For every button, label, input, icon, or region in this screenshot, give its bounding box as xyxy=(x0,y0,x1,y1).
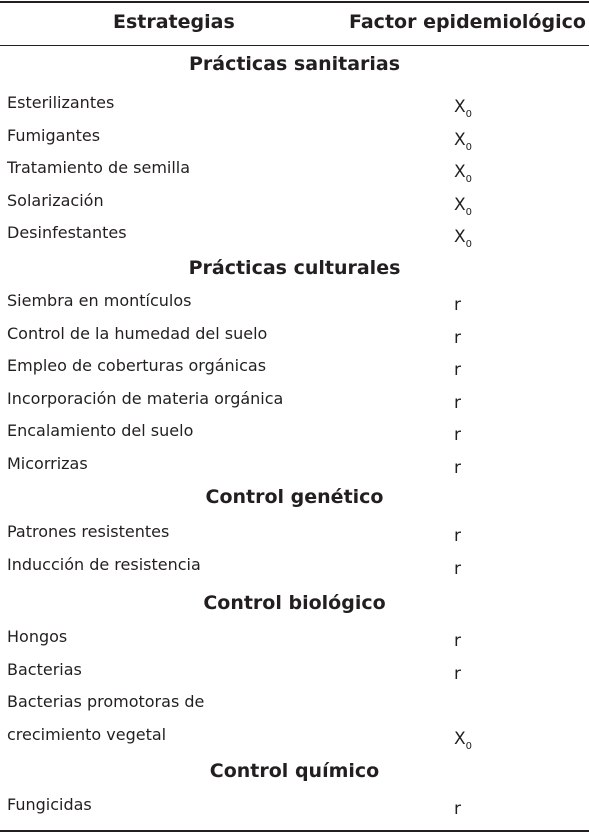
strategy-cell: Empleo de coberturas orgánicas xyxy=(7,356,267,375)
bottom-rule xyxy=(0,830,589,832)
factor-cell: r xyxy=(454,526,461,546)
factor-subscript: 0 xyxy=(465,740,473,752)
table-row xyxy=(0,319,589,351)
table-row xyxy=(0,121,589,153)
factor-cell xyxy=(454,161,472,183)
factor-subscript: 0 xyxy=(465,141,473,153)
table-row xyxy=(0,790,589,822)
strategy-cell: Siembra en montículos xyxy=(7,291,192,310)
strategy-cell: Desinfestantes xyxy=(7,223,127,242)
factor-cell xyxy=(454,96,472,118)
strategy-cell: Control de la humedad del suelo xyxy=(7,323,268,343)
table-row xyxy=(0,720,589,752)
top-rule xyxy=(0,1,589,3)
strategy-cell: Inducción de resistencia xyxy=(7,554,201,574)
strategy-cell: Bacterias promotoras de xyxy=(7,692,205,711)
table-row xyxy=(0,550,589,582)
strategy-cell: Fungicidas xyxy=(7,795,92,814)
strategy-cell: Encalamiento del suelo xyxy=(7,421,194,440)
strategy-cell: Incorporación de materia orgánica xyxy=(7,388,284,408)
factor-cell: r xyxy=(454,457,461,478)
strategy-cell: Tratamiento de semilla xyxy=(7,158,191,177)
factor-cell: r xyxy=(454,425,461,445)
section-title: Control biológico xyxy=(203,592,386,614)
factor-cell: r xyxy=(454,392,461,413)
factor-cell: r xyxy=(454,663,461,684)
strategy-cell: Patrones resistentes xyxy=(7,522,170,541)
factor-cell: r xyxy=(454,799,461,819)
factor-symbol: X xyxy=(454,129,466,150)
table-row xyxy=(0,88,589,120)
section-title: Prácticas culturales xyxy=(188,257,401,279)
strategy-cell: Hongos xyxy=(7,627,68,646)
table-row xyxy=(0,517,589,549)
section-title: Control genético xyxy=(205,486,384,508)
table-row xyxy=(0,416,589,448)
table-row xyxy=(0,218,589,250)
factor-subscript: 0 xyxy=(465,109,473,120)
factor-cell: r xyxy=(454,360,461,380)
table-row xyxy=(0,687,589,719)
table-row xyxy=(0,186,589,218)
table-row xyxy=(0,351,589,383)
strategy-cell: Esterilizantes xyxy=(7,93,115,112)
factor-subscript: 0 xyxy=(465,206,473,218)
factor-cell xyxy=(454,194,472,216)
section-title: Prácticas sanitarias xyxy=(188,53,401,75)
table-row xyxy=(0,622,589,654)
factor-symbol: X xyxy=(454,194,466,215)
factor-cell: r xyxy=(454,295,461,315)
factor-cell xyxy=(454,129,472,151)
factor-symbol: X xyxy=(454,97,466,117)
factor-subscript: 0 xyxy=(465,174,473,185)
factor-cell xyxy=(454,226,472,248)
table-row xyxy=(0,384,589,416)
strategy-cell: Bacterias xyxy=(7,659,82,679)
header-rule xyxy=(0,45,589,46)
factor-symbol: X xyxy=(454,728,466,749)
table-row xyxy=(0,655,589,687)
header-strategies: Estrategias xyxy=(113,11,235,33)
section-title: Control químico xyxy=(209,760,380,782)
factor-symbol: X xyxy=(454,162,466,182)
strategy-cell: crecimiento vegetal xyxy=(7,724,167,744)
factor-cell: r xyxy=(454,327,461,348)
factor-subscript: 0 xyxy=(465,239,473,250)
header-factor: Factor epidemiológico xyxy=(349,11,586,33)
factor-cell: r xyxy=(454,558,461,579)
table-row xyxy=(0,449,589,481)
strategy-cell: Fumigantes xyxy=(7,125,101,145)
table-row xyxy=(0,153,589,185)
factor-symbol: X xyxy=(454,227,466,247)
strategy-cell: Solarización xyxy=(7,190,104,210)
factor-cell xyxy=(454,728,472,750)
table-row xyxy=(0,286,589,318)
strategy-cell: Micorrizas xyxy=(7,453,88,473)
factor-cell: r xyxy=(454,631,461,651)
